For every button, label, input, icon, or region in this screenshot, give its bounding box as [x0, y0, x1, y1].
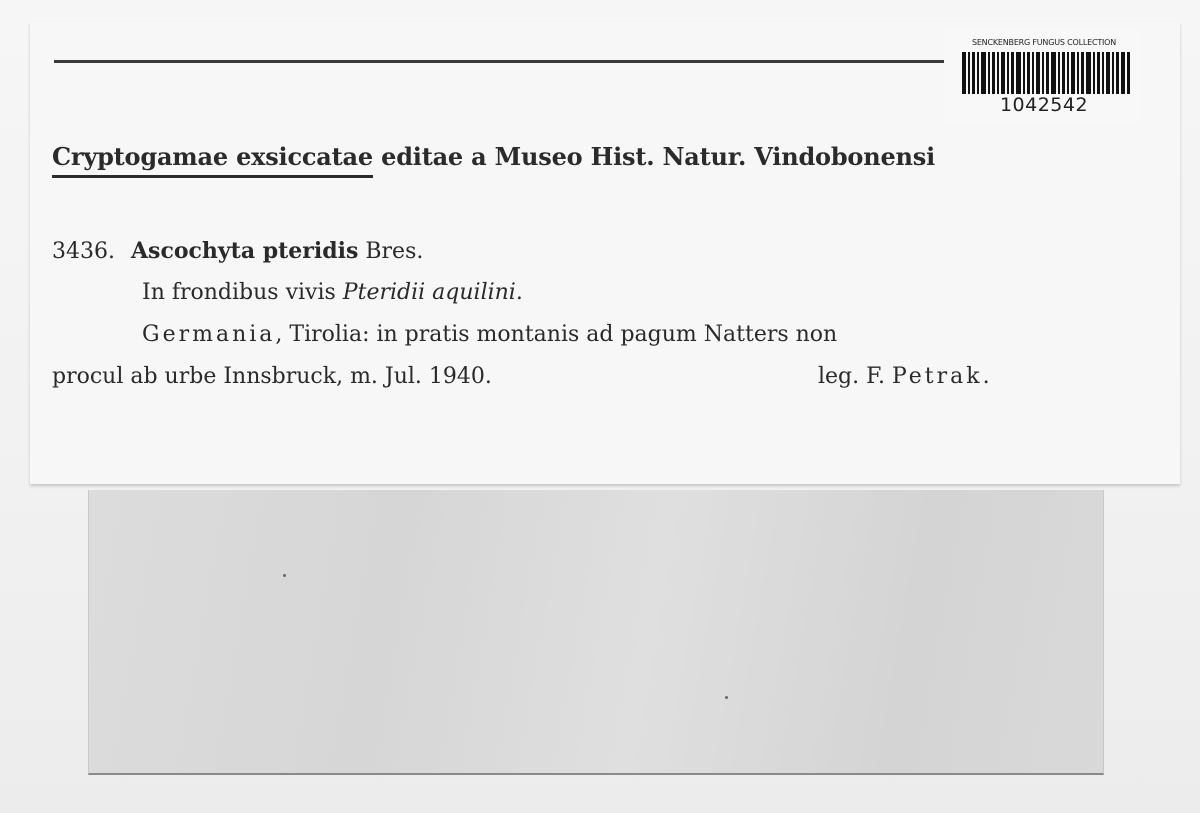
packet-speck — [725, 696, 728, 699]
barcode-number: 1042542 — [999, 94, 1089, 116]
country: Germania — [142, 322, 276, 347]
collector-suffix: . — [982, 364, 990, 389]
locality-line — [142, 324, 837, 346]
collector-prefix: leg. F. — [818, 364, 892, 389]
host-suffix: . — [515, 280, 523, 305]
locality-continued: procul ab urbe Innsbruck, m. Jul. 1940. — [52, 364, 492, 389]
host-prefix: In frondibus vivis — [142, 280, 343, 305]
host-name: Pteridii aquilini — [342, 280, 516, 305]
top-rule — [54, 60, 944, 63]
entry-heading — [52, 240, 423, 263]
locality: , Tirolia: in pratis montanis ad pagum Natters non — [275, 322, 838, 347]
barcode-icon — [962, 52, 1130, 94]
host-line — [142, 282, 523, 304]
barcode-label — [944, 30, 1140, 122]
packet-speck — [283, 574, 286, 577]
series-title — [52, 142, 935, 171]
taxon-name: Ascochyta pteridis — [130, 238, 359, 264]
specimen-packet — [88, 490, 1104, 775]
locality-line-continued — [52, 364, 990, 389]
exsiccata-number: 3436. — [52, 239, 115, 264]
series-title-underlined: Cryptogamae exsiccatae — [52, 142, 373, 178]
series-title-rest: editae a Museo Hist. Natur. Vindobonensi — [372, 142, 936, 171]
collector — [818, 366, 990, 388]
taxon-author: Bres. — [358, 239, 424, 264]
barcode-collection-name: SENCKENBERG FUNGUS COLLECTION — [971, 38, 1117, 47]
collector-name: Petrak — [891, 364, 983, 389]
